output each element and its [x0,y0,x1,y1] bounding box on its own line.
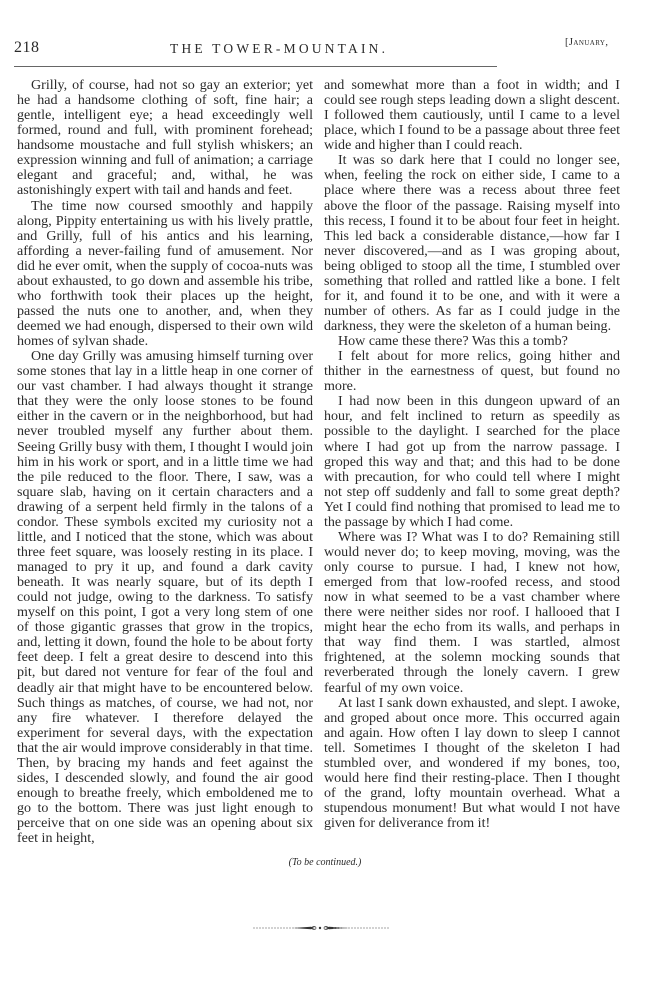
page-number: 218 [14,39,40,56]
paragraph: I had now been in this dungeon upward of an hour, and felt inclined to return as speedily as possible to the daylight. I searched for the place where I had got up from the narrow passage. I groped this way and that; and this had to be done with precaution, for who could tell where I might not step off suddenly and fall to some great depth? Yet I could find nothing that promised to lead me to the passage by which I had come. [324,393,620,530]
paragraph: Grilly, of course, had not so gay an exterior; yet he had a handsome clothing of soft, fine hair; a gentle, intelligent eye; a head exceedingly well formed, round and full, with prominent forehead; handsome moustache and full stylish whiskers; an expression winning and full of animation; a carriage elegant and graceful; and, withal, he was astonishingly expert with tail and hands and feet. [17,77,313,199]
paragraph: One day Grilly was amusing himself turning over some stones that lay in a little heap in one corner of our vast chamber. I had always thought it strange that they were the only loose stones to be found either in the cavern or in the neighborhood, but had never troubled myself any further about them. Seeing Grilly busy with them, I thought I would join him in his work or sport, and in a little time we had the pile reduced to the floor. There, I saw, was a square slab, having on it certain characters and a drawing of a serpent held firmly in the talons of a condor. These symbols excited my curiosity not a little, and I noticed that the stone, which was about three feet square, was loosely resting in its place. I managed to pry it up, and found a dark cavity beneath. It was nearly square, but of its depth I could not judge, owing to the darkness. To satisfy myself on this point, I got a very long stem of one of those gigantic grasses that grow in the tropics, and, letting it down, found the hole to be about forty feet deep. I felt a great desire to descend into this pit, but dared not venture for fear of the foul and deadly air that might have to be encountered below. Such things as matches, of course, we had not, nor any fire whatever. I therefore delayed the experiment for several days, with the expectation that the air would improve considerably in that time. Then, by bracing my hands and feet against the sides, I descended slowly, and found the air good enough to breathe freely, which emboldened me to go to the bottom. There was just light enough to perceive that on one side was an opening about six feet in height, [17,348,313,847]
running-month: [January, [565,37,609,48]
left-column [17,78,313,846]
running-title: THE TOWER-MOUNTAIN. [170,41,389,56]
paragraph: I felt about for more relics, going hither and thither in the earnestness of quest, but found no more. [324,348,620,395]
right-column [324,78,620,831]
paragraph: Where was I? What was I to do? Remaining still would never do; to keep moving, moving, was the only course to pursue. I had, I knew not how, emerged from that low-roofed recess, and stood now in what seemed to be a vast chamber where there were neither sides nor roof. I hallooed that I might hear the echo from its walls, and perhaps in that way find them. I was startled, almost frightened, at the solemn mocking sounds that reverberated through the lonely cavern. I grew fearful of my own voice. [324,528,620,696]
paragraph: It was so dark here that I could no longer see, when, feeling the rock on either side, I came to a place where there was a recess about three feet above the floor of the passage. Raising myself into this recess, I found it to be about four feet in height. This led back a considerable distance,—how far I never discovered,—and as I was groping about, being obliged to stoop all the time, I stumbled over something that rolled and rattled like a bone. I felt for it, and found it to be one, and with it were a number of others. As far as I could judge in the darkness, they were the skeleton of a human being. [324,152,620,334]
page-header [14,39,497,59]
paragraph: The time now coursed smoothly and happily along, Pippity entertaining us with his lively prattle, and Grilly, full of his antics and his learning, affording a never-failing fund of amusement. Nor did he ever omit, when the supply of cocoa-nuts was about exhausted, to go down and assemble his tribe, who forthwith took their places up the height, passed the nuts one to another, and, when they deemed we had enough, dispersed to their own wild homes of sylvan shade. [17,197,313,350]
header-rule [14,66,497,67]
paragraph: How came these there? Was this a tomb? [338,333,568,350]
paragraph: At last I sank down exhausted, and slept. I awoke, and groped about once more. This occurred again and again. How often I lay down to sleep I cannot tell. Sometimes I thought of the skeleton I had stumbled over, and wondered if my bones, too, would here find their resting-place. Then I thought of the grand, lofty mountain overhead. What a stupendous monument! But what would I not have given for deliverance from it! [324,694,620,832]
paragraph-continuation: and somewhat more than a foot in width; and I could see rough steps leading down a slight descent. I followed them cautiously, until I came to a level place, which I found to be a passage about three feet wide and higher than I could reach. [324,77,620,154]
to-be-continued-note: (To be continued.) [288,857,362,868]
ornament-divider-icon [253,925,389,931]
